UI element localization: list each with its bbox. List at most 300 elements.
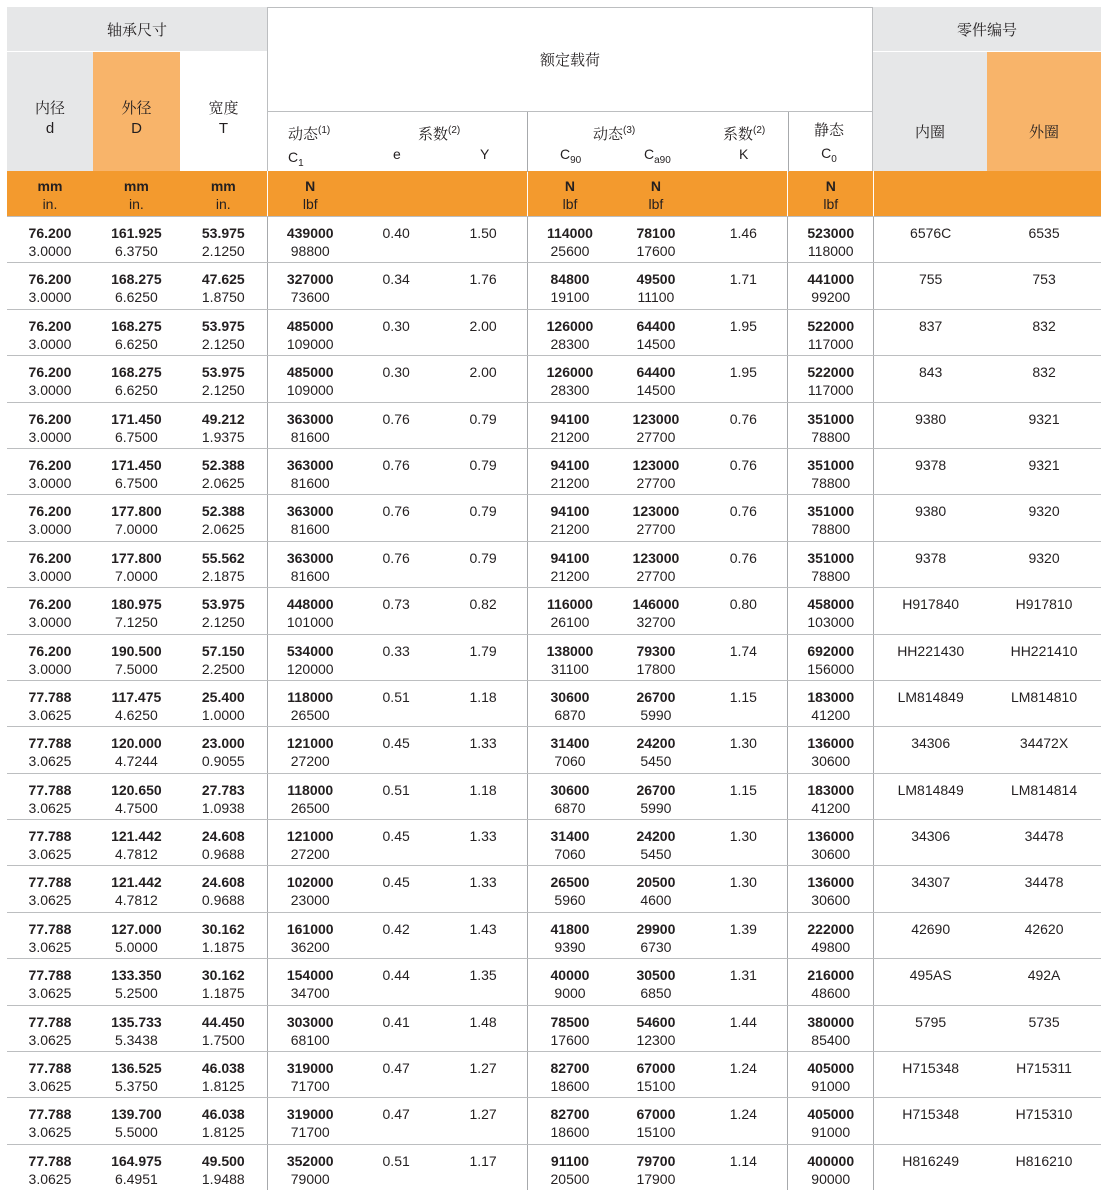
table-row (7, 773, 1101, 819)
cell-value-secondary: 6.3750 (114, 243, 158, 259)
table-cell (180, 495, 267, 540)
table-cell (93, 310, 180, 355)
table-cell (987, 403, 1101, 448)
header-rated-load: 额定载荷 (267, 7, 873, 111)
cell-value-primary: 161000 (286, 920, 334, 937)
cell-value-secondary: 7.1250 (114, 614, 158, 631)
cell-value-secondary: 4.7812 (114, 846, 158, 863)
table-cell (180, 820, 267, 865)
table-cell (7, 542, 93, 587)
cell-value-primary: 26700 (636, 688, 676, 705)
cell-value-secondary: 12300 (636, 1031, 676, 1048)
table-cell (440, 263, 527, 308)
cell-value-primary: 76.200 (28, 642, 72, 659)
table-cell (787, 820, 873, 865)
cell-value-primary: 67000 (636, 1106, 676, 1123)
cell-value-primary: 118000 (287, 781, 334, 798)
table-cell (787, 263, 873, 308)
table-cell (873, 356, 987, 401)
cell-value: LM814849 (897, 781, 964, 798)
cell-value-secondary: 2.1250 (201, 243, 245, 259)
cell-value-secondary: 85400 (811, 1031, 851, 1048)
cell-value-secondary: 4.7500 (114, 799, 158, 816)
cell-value-secondary: 3.0625 (28, 799, 72, 816)
cell-value-secondary: 6870 (554, 799, 586, 816)
cell-value-secondary: 0.9055 (201, 753, 245, 770)
cell-value-primary: 458000 (807, 596, 855, 613)
cell-value-primary: 77.788 (28, 1060, 72, 1077)
cell-value-primary: 41800 (550, 920, 590, 937)
table-cell (440, 310, 527, 355)
table-cell (353, 866, 440, 911)
cell-value: 1.50 (469, 225, 497, 241)
table-cell (267, 1098, 353, 1143)
cell-value: 0.79 (469, 410, 497, 427)
cell-value-secondary: 2.0625 (201, 474, 245, 491)
table-cell (527, 449, 613, 494)
cell-value: 1.17 (469, 1152, 497, 1169)
table-cell (7, 495, 93, 540)
table-cell (7, 263, 93, 308)
table-row (7, 1051, 1101, 1097)
table-cell (612, 310, 699, 355)
table-cell (787, 1145, 873, 1190)
table-row (7, 819, 1101, 865)
cell-value-secondary: 18600 (550, 1078, 590, 1095)
cell-value-primary: 82700 (550, 1106, 590, 1123)
cell-value-primary: 77.788 (28, 688, 72, 705)
cell-value-primary: 76.200 (28, 596, 72, 613)
cell-value: 9380 (915, 410, 947, 427)
table-cell (7, 1052, 93, 1097)
cell-value-primary: 40000 (550, 967, 590, 984)
table-cell (987, 217, 1101, 262)
cell-value: 1.33 (469, 874, 497, 891)
cell-value: 0.47 (382, 1106, 410, 1123)
table-cell (699, 913, 787, 958)
cell-value-primary: 78100 (636, 225, 676, 241)
cell-value-primary: 126000 (546, 317, 594, 334)
cell-value: H917810 (1015, 596, 1073, 613)
cell-value-secondary: 71700 (290, 1078, 330, 1095)
cell-value-secondary: 48600 (811, 985, 851, 1002)
cell-value-primary: 136000 (807, 874, 855, 891)
cell-value-secondary: 6.7500 (114, 474, 158, 491)
table-cell (353, 403, 440, 448)
cell-value: 837 (918, 317, 943, 334)
cell-value: LM814849 (897, 688, 964, 705)
cell-value-primary: 76.200 (28, 225, 72, 241)
cell-value: 34307 (911, 874, 951, 891)
table-cell (353, 449, 440, 494)
cell-value-primary: 136.525 (111, 1060, 162, 1077)
cell-value: 492A (1027, 967, 1061, 984)
cell-value-primary: 76.200 (28, 503, 72, 520)
table-cell (267, 588, 353, 633)
cell-value-secondary: 26100 (550, 614, 590, 631)
bearing-table (7, 7, 1101, 1190)
cell-value-secondary: 11100 (637, 289, 675, 306)
table-cell (7, 1006, 93, 1051)
cell-value-secondary: 101000 (286, 614, 334, 631)
cell-value-primary: 53.975 (201, 596, 245, 613)
cell-value-primary: 94100 (550, 549, 590, 566)
table-cell (612, 403, 699, 448)
cell-value-secondary: 17900 (636, 1170, 676, 1187)
cell-value-secondary: 3.0625 (28, 753, 72, 770)
cell-value: 0.45 (382, 735, 410, 752)
cell-value-secondary: 27700 (636, 567, 676, 584)
cell-value-secondary: 28300 (550, 382, 590, 399)
table-row (7, 958, 1101, 1004)
table-cell (787, 959, 873, 1004)
table-cell (180, 588, 267, 633)
table-cell (267, 913, 353, 958)
cell-value-secondary: 4.7244 (114, 753, 158, 770)
cell-value-secondary: 1.8125 (201, 1124, 245, 1141)
cell-value-primary: 79300 (636, 642, 676, 659)
cell-value-primary: 84800 (550, 271, 590, 288)
table-cell (527, 263, 613, 308)
cell-value: 1.27 (469, 1106, 497, 1123)
cell-value-secondary: 5.5000 (114, 1124, 158, 1141)
header-subrow (267, 111, 873, 171)
table-row (7, 680, 1101, 726)
cell-value: 5735 (1028, 1013, 1060, 1030)
table-cell (353, 959, 440, 1004)
header-c90: $C_{90}$ (560, 146, 582, 166)
cell-value: 1.79 (469, 642, 497, 659)
table-cell (873, 263, 987, 308)
cell-value-primary: 24200 (636, 735, 676, 752)
table-cell (987, 1098, 1101, 1143)
cell-value-secondary: 17800 (636, 660, 676, 677)
table-cell (987, 588, 1101, 633)
cell-value-primary: 168.275 (111, 364, 162, 381)
cell-value-secondary: 3.0625 (28, 892, 72, 909)
cell-value-secondary: 1.1875 (201, 938, 245, 955)
table-cell (787, 866, 873, 911)
table-cell (93, 542, 180, 587)
header-y: Y (480, 146, 490, 162)
cell-value-primary: 46.038 (201, 1106, 245, 1123)
cell-value-secondary: 2.2500 (201, 660, 245, 677)
cell-value-secondary: 7.0000 (114, 567, 158, 584)
cell-value-secondary: 17600 (636, 243, 676, 259)
cell-value-secondary: 31100 (551, 660, 589, 677)
cell-value-secondary: 3.0000 (28, 289, 72, 306)
cell-value-primary: 76.200 (28, 456, 72, 473)
table-cell (440, 866, 527, 911)
cell-value-primary: 405000 (807, 1060, 855, 1077)
cell-value-secondary: 32700 (636, 614, 676, 631)
table-cell (267, 542, 353, 587)
table-cell (7, 774, 93, 819)
table-body (7, 216, 1101, 1190)
table-cell (612, 1145, 699, 1190)
table-cell (699, 588, 787, 633)
table-cell (267, 1052, 353, 1097)
table-cell (7, 1145, 93, 1190)
table-row (7, 1144, 1101, 1190)
table-cell (612, 542, 699, 587)
cell-value-secondary: 18600 (550, 1124, 590, 1141)
cell-value: H715348 (902, 1060, 960, 1077)
table-cell (787, 403, 873, 448)
cell-value: 0.30 (382, 364, 410, 381)
table-cell (787, 1006, 873, 1051)
cell-value-secondary: 2.1250 (201, 614, 245, 631)
header-dynamic1: 动态$^{(1)}$ $C_1$ (288, 125, 331, 169)
cell-value: 1.35 (469, 967, 497, 984)
table-cell (93, 774, 180, 819)
cell-value-primary: 64400 (636, 317, 676, 334)
cell-value-primary: 76.200 (28, 317, 72, 334)
cell-value-secondary: 6870 (554, 706, 586, 723)
cell-value-primary: 319000 (286, 1060, 334, 1077)
cell-value-primary: 522000 (807, 364, 855, 381)
cell-value-primary: 77.788 (28, 781, 72, 798)
cell-value-secondary: 3.0625 (28, 1078, 72, 1095)
header-cone: 内圈 (873, 52, 987, 171)
cell-value: LM814814 (1010, 781, 1078, 798)
table-cell (699, 820, 787, 865)
cell-value-primary: 692000 (807, 642, 855, 659)
table-row (7, 726, 1101, 772)
cell-value-primary: 222000 (807, 920, 855, 937)
table-cell (93, 1052, 180, 1097)
cell-value-primary: 117.475 (111, 688, 162, 705)
table-cell (527, 1052, 613, 1097)
table-cell (353, 495, 440, 540)
table-cell (440, 774, 527, 819)
table-cell (267, 1145, 353, 1190)
table-cell (353, 263, 440, 308)
table-cell (873, 449, 987, 494)
header-static: 静态 $C_0$ (814, 122, 845, 165)
table-row (7, 634, 1101, 680)
cell-value-primary: 485000 (286, 317, 334, 334)
cell-value-secondary: 98800 (290, 243, 330, 259)
cell-value-primary: 534000 (286, 642, 334, 659)
cell-value-secondary: 3.0000 (28, 382, 72, 399)
cell-value-primary: 53.975 (201, 225, 245, 241)
cell-value-secondary: 21200 (550, 567, 590, 584)
table-cell (527, 403, 613, 448)
cell-value: 0.30 (382, 317, 410, 334)
table-cell (873, 588, 987, 633)
table-cell (7, 588, 93, 633)
cell-value-primary: 448000 (286, 596, 334, 613)
table-cell (787, 542, 873, 587)
cell-value-secondary: 117000 (807, 335, 854, 352)
cell-value-secondary: 14500 (636, 335, 676, 352)
cell-value: 1.33 (469, 735, 497, 752)
cell-value-primary: 180.975 (111, 596, 162, 613)
table-cell (612, 913, 699, 958)
table-cell (440, 727, 527, 772)
cell-value: 9320 (1028, 503, 1060, 520)
table-cell (699, 1006, 787, 1051)
cell-value-secondary: 9000 (554, 985, 586, 1002)
table-cell (787, 913, 873, 958)
cell-value: 1.24 (729, 1060, 757, 1077)
cell-value: 1.39 (729, 920, 757, 937)
cell-value-primary: 49500 (636, 271, 676, 288)
cell-value-secondary: 117000 (807, 382, 854, 399)
table-cell (180, 403, 267, 448)
cell-value-secondary: 21200 (550, 428, 590, 445)
table-cell (873, 495, 987, 540)
cell-value: 0.73 (382, 596, 410, 613)
header-k: K (739, 146, 749, 162)
table-cell (440, 635, 527, 680)
header-bearing-dims: 轴承尺寸 (7, 7, 267, 51)
table-cell (699, 635, 787, 680)
cell-value: 9378 (915, 456, 947, 473)
table-cell (353, 1006, 440, 1051)
cell-value: 0.45 (382, 828, 410, 845)
table-cell (987, 263, 1101, 308)
table-cell (93, 820, 180, 865)
cell-value-secondary: 3.0000 (28, 660, 72, 677)
cell-value-primary: 53.975 (201, 364, 245, 381)
table-cell (267, 681, 353, 726)
cell-value-primary: 26700 (636, 781, 676, 798)
table-row (7, 216, 1101, 262)
cell-value: 6535 (1028, 225, 1060, 241)
cell-value: 6576C (910, 225, 952, 241)
cell-value-primary: 126000 (546, 364, 594, 381)
cell-value-primary: 351000 (807, 549, 855, 566)
table-cell (180, 681, 267, 726)
cell-value-secondary: 27700 (636, 521, 676, 538)
table-cell (267, 866, 353, 911)
cell-value: 0.76 (729, 549, 757, 566)
cell-value: 0.76 (382, 549, 410, 566)
cell-value-primary: 123000 (632, 503, 680, 520)
cell-value: 9380 (915, 503, 947, 520)
cell-value-primary: 78500 (550, 1013, 590, 1030)
cell-value: HH221410 (1010, 642, 1078, 659)
cell-value: 9321 (1028, 410, 1060, 427)
cell-value-secondary: 3.0625 (28, 1124, 72, 1141)
cell-value-secondary: 27700 (636, 474, 676, 491)
cell-value-secondary: 15100 (636, 1124, 676, 1141)
table-cell (180, 217, 267, 262)
table-cell (353, 310, 440, 355)
table-cell (267, 727, 353, 772)
cell-value-secondary: 3.0000 (28, 567, 72, 584)
table-cell (873, 727, 987, 772)
cell-value-primary: 82700 (550, 1060, 590, 1077)
table-cell (787, 495, 873, 540)
cell-value-secondary: 5450 (640, 753, 672, 770)
cell-value: 0.76 (729, 503, 757, 520)
cell-value-primary: 94100 (550, 410, 590, 427)
cell-value: H715348 (902, 1106, 960, 1123)
header-ca90: $C_{a90}$ (644, 146, 671, 166)
table-cell (7, 449, 93, 494)
table-cell (987, 681, 1101, 726)
cell-value-primary: 77.788 (28, 1152, 72, 1169)
table-cell (353, 681, 440, 726)
cell-value-primary: 31400 (550, 828, 590, 845)
cell-value-primary: 139.700 (111, 1106, 162, 1123)
table-cell (612, 1052, 699, 1097)
cell-value-primary: 55.562 (201, 549, 245, 566)
table-cell (267, 449, 353, 494)
table-cell (353, 913, 440, 958)
cell-value-secondary: 2.1250 (201, 382, 245, 399)
table-cell (180, 356, 267, 401)
table-cell (440, 820, 527, 865)
cell-value: 0.82 (469, 596, 497, 613)
cell-value: H715311 (1016, 1060, 1072, 1077)
table-cell (527, 774, 613, 819)
cell-value-primary: 52.388 (201, 503, 245, 520)
table-cell (787, 1052, 873, 1097)
table-cell (440, 217, 527, 262)
table-row (7, 865, 1101, 911)
cell-value-primary: 77.788 (28, 967, 72, 984)
cell-value-primary: 121.442 (111, 828, 162, 845)
table-cell (699, 774, 787, 819)
cell-value-primary: 123000 (632, 456, 680, 473)
table-cell (180, 542, 267, 587)
table-cell (873, 1052, 987, 1097)
cell-value-primary: 183000 (807, 688, 855, 705)
cell-value-primary: 77.788 (28, 1106, 72, 1123)
table-cell (787, 635, 873, 680)
unit-c1: N lbf (267, 171, 353, 216)
cell-value-secondary: 6730 (640, 938, 672, 955)
table-cell (440, 542, 527, 587)
table-cell (93, 681, 180, 726)
cell-value-primary: 76.200 (28, 271, 72, 288)
table-header (7, 7, 1101, 171)
cell-value-primary: 216000 (807, 967, 855, 984)
cell-value: 753 (1032, 271, 1056, 288)
cell-value: 832 (1032, 364, 1056, 381)
table-cell (873, 403, 987, 448)
header-divider (527, 112, 528, 172)
table-cell (527, 1098, 613, 1143)
table-cell (787, 310, 873, 355)
header-divider-2 (788, 112, 789, 172)
table-cell (267, 495, 353, 540)
table-cell (180, 913, 267, 958)
cell-value-secondary: 27200 (290, 846, 330, 863)
cell-value-secondary: 3.0000 (28, 335, 72, 352)
table-cell (987, 1006, 1101, 1051)
table-cell (612, 356, 699, 401)
cell-value: 1.18 (469, 781, 497, 798)
table-cell (7, 1098, 93, 1143)
cell-value-secondary: 26500 (290, 706, 330, 723)
cell-value-secondary: 3.0000 (28, 474, 72, 491)
cell-value-primary: 49.212 (201, 410, 245, 427)
cell-value-secondary: 3.0625 (28, 1170, 72, 1187)
table-cell (353, 217, 440, 262)
unit-ca90: N lbf (648, 178, 664, 212)
table-cell (873, 542, 987, 587)
header-part-number: 零件编号 (873, 7, 1101, 51)
table-cell (7, 913, 93, 958)
table-cell (180, 774, 267, 819)
cell-value-secondary: 3.0000 (28, 521, 72, 538)
table-cell (987, 495, 1101, 540)
